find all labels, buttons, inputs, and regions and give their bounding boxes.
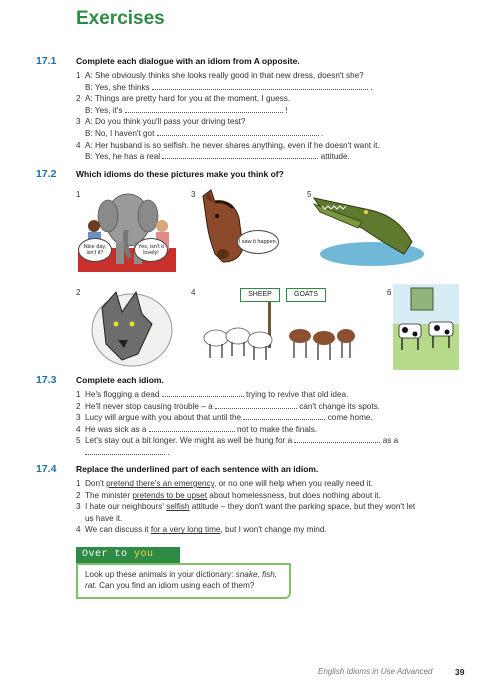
idiom-line: 4 He was sick as a not to make the finals. — [76, 424, 318, 434]
wolf-sheep-illustration — [82, 284, 174, 370]
dialogue-line: B: Yes, it's ! — [85, 105, 288, 115]
exercise-instruction-17-2: Which idioms do these pictures make you think of? — [76, 169, 284, 179]
dialogue-line: B: Yes, she thinks . — [85, 82, 373, 92]
answer-blank[interactable] — [157, 128, 319, 136]
answer-blank[interactable] — [243, 412, 325, 420]
picture-sheep-goats — [196, 286, 356, 372]
answer-blank[interactable] — [162, 151, 318, 159]
underlined-phrase: pretends to be upset — [132, 490, 207, 500]
exercise-instruction-17-4: Replace the underlined part of each sentence with an idiom. — [76, 464, 319, 474]
dialogue-line: 4 A: Her husband is so selfish. he never shares anything, even if he doesn't want it. — [76, 140, 380, 150]
page-title: Exercises — [76, 8, 165, 29]
sentence-line: 4 We can discuss it for a very long time, but I won't change my mind. — [76, 525, 327, 535]
picture-cows — [393, 284, 459, 370]
picture-number-6: 6 — [387, 288, 392, 297]
dialogue-line: 1 A: She obviously thinks she looks really good in that new dress, doesn't she? — [76, 71, 364, 80]
answer-blank[interactable] — [162, 389, 244, 397]
picture-wolf-in-sheep-clothing — [82, 284, 174, 370]
crocodile-illustration — [312, 188, 424, 270]
idiom-line: 3 Lucy will argue with you about that until the come home. — [76, 413, 373, 423]
picture-number-3: 3 — [191, 190, 196, 199]
underlined-phrase: pretend there's an emergency — [106, 479, 215, 488]
picture-number-5: 5 — [307, 190, 312, 199]
idiom-line: 5 Let's stay out a bit longer. We might as well be hung for a as a — [76, 436, 399, 446]
exercise-number-17-4: 17.4 — [36, 463, 57, 475]
answer-blank[interactable] — [125, 105, 283, 113]
picture-horse — [193, 188, 285, 266]
horse-illustration — [193, 188, 285, 266]
sign-sheep: SHEEP — [240, 288, 280, 302]
footer-book-title: English Idioms in Use Advanced — [318, 667, 433, 676]
idiom-line: 2 He'll never stop causing trouble – a can't change its spots. — [76, 401, 380, 411]
sentence-line: us have it. — [85, 513, 123, 523]
page-number: 39 — [455, 667, 465, 677]
picture-number-1: 1 — [76, 190, 81, 199]
speech-bubble-right: Yes, isn't it lovely! — [134, 238, 168, 262]
underlined-phrase: selfish — [166, 502, 190, 512]
answer-blank[interactable] — [149, 424, 235, 432]
idiom-line: . — [76, 447, 398, 459]
dialogue-line: 3 A: Do you think you'll pass your driving test? — [76, 117, 246, 127]
answer-blank[interactable] — [152, 82, 368, 90]
sentence-line: 3 I hate our neighbours' selfish attitude – they don't want the parking space, but they won't let — [76, 502, 416, 512]
dialogue-line: B: No, I haven't got . — [85, 128, 324, 138]
exercise-instruction-17-3: Complete each idiom. — [76, 375, 164, 385]
sentence-line: 1 Don't pretend there's an emergency, or no one will help when you really need it. — [76, 479, 373, 488]
exercise-instruction-17-1: Complete each dialogue with an idiom from A opposite. — [76, 56, 300, 66]
over-to-you-title: Over to you — [76, 547, 180, 563]
idiom-line: 1 He's flogging a dead trying to revive that old idea. — [76, 390, 349, 399]
picture-number-2: 2 — [76, 288, 81, 297]
picture-number-4: 4 — [191, 288, 196, 297]
exercise-number-17-3: 17.3 — [36, 374, 57, 386]
dialogue-line: 2 A: Things are pretty hard for you at the moment, I guess. — [76, 94, 291, 104]
exercise-number-17-1: 17.1 — [36, 55, 57, 67]
sentence-line: 2 The minister pretends to be upset about homelessness, but does nothing about it. — [76, 490, 381, 500]
answer-blank[interactable] — [294, 435, 380, 443]
dialogue-line: B: Yes, he has a real attitude. — [85, 152, 350, 162]
speech-bubble-left: Nice day, isn't it? — [78, 238, 112, 262]
exercise-17-3-lines — [76, 389, 398, 459]
answer-blank[interactable] — [85, 447, 165, 455]
exercise-17-4-lines — [76, 478, 415, 536]
exercise-17-1-lines — [76, 70, 380, 163]
sign-goats: GOATS — [286, 288, 326, 302]
answer-blank[interactable] — [215, 401, 297, 409]
over-to-you-box: Look up these animals in your dictionary: snake, fish, rat. Can you find an idiom using each of them? — [76, 563, 291, 599]
picture-crocodile — [312, 188, 424, 270]
cows-illustration — [393, 284, 459, 370]
speech-bubble: I saw it happen. — [237, 230, 279, 254]
underlined-phrase: for a very long time — [150, 525, 221, 535]
picture-elephant-in-room — [78, 190, 176, 272]
exercise-number-17-2: 17.2 — [36, 168, 57, 180]
